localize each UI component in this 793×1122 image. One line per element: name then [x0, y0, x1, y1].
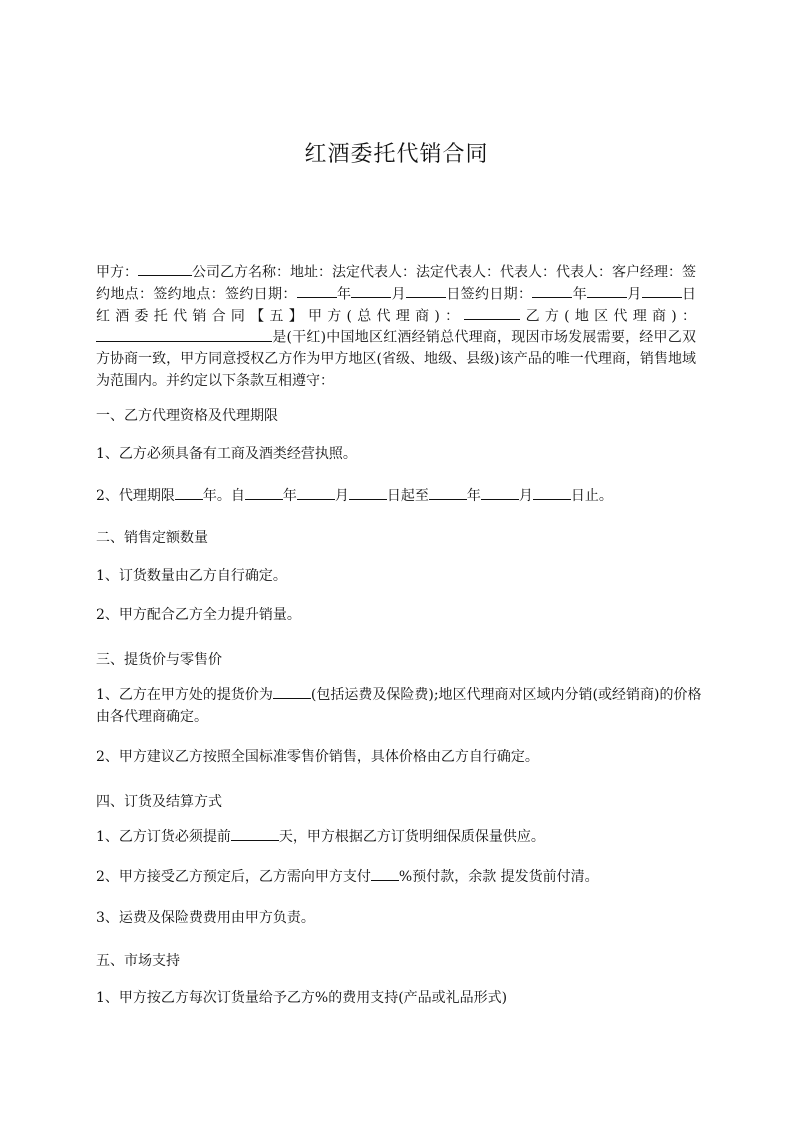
- clause-item: 1、甲方按乙方每次订货量给予乙方%的费用支持(产品或礼品形式): [96, 990, 508, 1006]
- blank-line: [245, 486, 283, 500]
- clause-item: 2、甲方配合乙方全力提升销量。: [96, 607, 301, 623]
- clause-item: 2、代理期限 年。自 年 月 日起至 年 月 日止。: [96, 485, 613, 505]
- section-heading: 五、市场支持: [96, 953, 180, 969]
- blank-line: [429, 486, 467, 500]
- intro-text: 甲方：: [96, 264, 138, 281]
- section-heading: 一、乙方代理资格及代理期限: [96, 408, 278, 424]
- intro-text: 月: [627, 286, 642, 303]
- intro-text: 年: [572, 286, 588, 303]
- section-heading: 三、提货价与零售价: [96, 652, 222, 668]
- blank-line: [175, 486, 203, 500]
- blank-line: [481, 486, 519, 500]
- section-heading: 二、销售定额数量: [96, 530, 208, 546]
- clause-item: 1、乙方订货必须提前 天，甲方根据乙方订货明细保质保量供应。: [96, 826, 545, 846]
- blank-line: [273, 685, 311, 699]
- blank-line: [533, 486, 571, 500]
- blank-line: [297, 486, 335, 500]
- intro-text: 乙方(地区代理商)：: [520, 307, 696, 324]
- blank-line: [532, 284, 572, 298]
- blank-line: [371, 867, 399, 881]
- blank-line: [587, 284, 627, 298]
- clause-item: 1、乙方在甲方处的提货价为 (包括运费及保险费);地区代理商对区域内分销(或经销商)的价格由各代理商确定。: [96, 684, 706, 728]
- blank-line: [138, 262, 192, 276]
- blank-line: [231, 827, 279, 841]
- clause-item: 2、甲方建议乙方按照全国标准零售价销售，具体价格由乙方自行确定。: [96, 749, 539, 765]
- intro-text: 公司乙方名称：地址：法定代表人：法定代表人：代表人：代表人：客户经理：签约地点：签约地点：签约日期：: [96, 264, 696, 303]
- intro-paragraph: [96, 262, 696, 392]
- intro-text: 年: [336, 286, 352, 303]
- clause-item: 1、订货数量由乙方自行确定。: [96, 568, 287, 584]
- intro-text: 日红酒委托代销合同【五】甲方(总代理商)：: [96, 286, 697, 324]
- intro-text: 日签约日期：: [446, 286, 533, 303]
- intro-text: 月: [391, 286, 407, 303]
- clause-item: 1、乙方必须具备有工商及酒类经营执照。: [96, 446, 357, 462]
- blank-line: [464, 306, 520, 320]
- blank-line: [642, 284, 682, 298]
- blank-line: [351, 284, 391, 298]
- clause-item: 2、甲方接受乙方预定后，乙方需向甲方支付 %预付款，余款 提发货前付清。: [96, 866, 599, 886]
- section-heading: 四、订货及结算方式: [96, 794, 222, 810]
- blank-line: [349, 486, 387, 500]
- document-title: 红酒委托代销合同: [304, 142, 489, 167]
- intro-text: 是(干红)中国地区红酒经销总代理商，现因市场发展需要，经甲乙双方协商一致，甲方同意授权乙方作为甲方地区(省级、地级、县级)该产品的唯一代理商，销售地域为范围内。并约定以下条款互相遵守：: [96, 329, 696, 389]
- blank-line: [96, 327, 272, 341]
- blank-line: [406, 284, 446, 298]
- clause-item: 3、运费及保险费费用由甲方负责。: [96, 910, 315, 926]
- blank-line: [297, 284, 337, 298]
